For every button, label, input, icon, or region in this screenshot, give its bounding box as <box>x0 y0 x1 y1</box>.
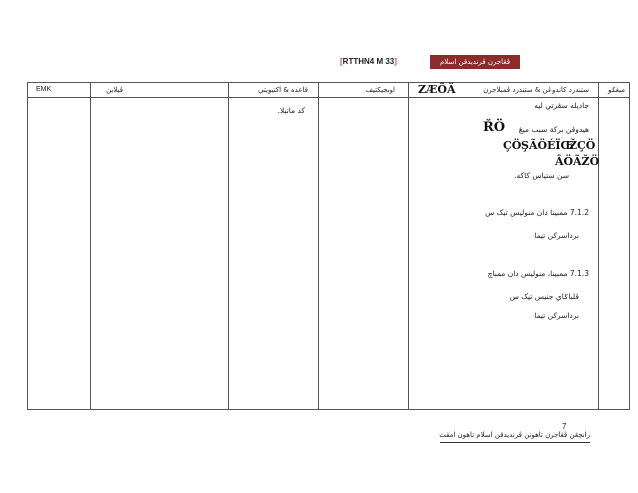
bracket-close: ] <box>394 57 397 66</box>
content-line: برداسركن تيما <box>534 231 579 240</box>
activity-text: كد ماتيلا. <box>277 106 305 115</box>
document-title: ڤڠاجرن ڤرنديدقن اسلام <box>430 55 520 69</box>
page-footer: رانچڠن ڤڠاجرن تاهونن ڤرنديدقن اسلام تاهون امڤت <box>440 428 590 443</box>
header-week: ميڠݢو <box>608 86 625 94</box>
garbled-glyphs: ŞÃÖ <box>521 139 548 152</box>
garbled-glyphs: ÇÖ <box>503 139 522 152</box>
column-divider <box>90 83 91 409</box>
content-line: ڤلباݢاي جنيس تيک س <box>509 292 579 301</box>
document-code <box>340 55 397 69</box>
content-line: برداسركن تيما <box>534 311 579 320</box>
garbled-glyphs: ÃŽÖ <box>573 155 600 168</box>
content-line: سن ستياس كاكه. <box>514 171 569 180</box>
document-code-text: RTTHN4 M 33 <box>342 57 395 66</box>
column-divider <box>318 83 319 409</box>
lesson-plan-table <box>27 82 630 410</box>
header-row-divider <box>28 97 629 98</box>
garbled-glyphs: ŽÇÖ <box>569 139 596 152</box>
header-objective: اوبجيكتيف <box>365 86 395 94</box>
header-learning: ڤيلاين <box>106 86 123 94</box>
content-line: هيدوڤن بركة سبب ميڠ <box>518 125 589 134</box>
garbled-glyphs: ŘÖ <box>483 120 506 135</box>
content-line: 7.1.3 ممبينا، منوليس دان ممباچ <box>487 269 589 278</box>
bracket-open: [ <box>340 57 343 66</box>
column-divider <box>408 83 409 409</box>
header-garbled-glyphs: ZÆÕÄ <box>418 83 456 96</box>
header-emk: EMK <box>36 86 52 93</box>
content-line: 7.1.2 ممبينا دان منوليس تيک س <box>485 208 589 217</box>
garbled-glyphs: ÉÏŒ <box>547 139 574 152</box>
header-standard: ستندرد كاندوڠن & ستندرد ڤمبلاجرن <box>483 86 589 94</box>
header-activity: قاعده & اكتيويتي <box>258 86 308 94</box>
content-line: جاديله سڤرتي ليه <box>534 101 589 110</box>
column-divider <box>228 83 229 409</box>
garbled-glyphs: ÂÖ <box>555 155 574 168</box>
footer-page-glyph: 7 <box>562 422 567 431</box>
column-divider <box>598 83 599 409</box>
